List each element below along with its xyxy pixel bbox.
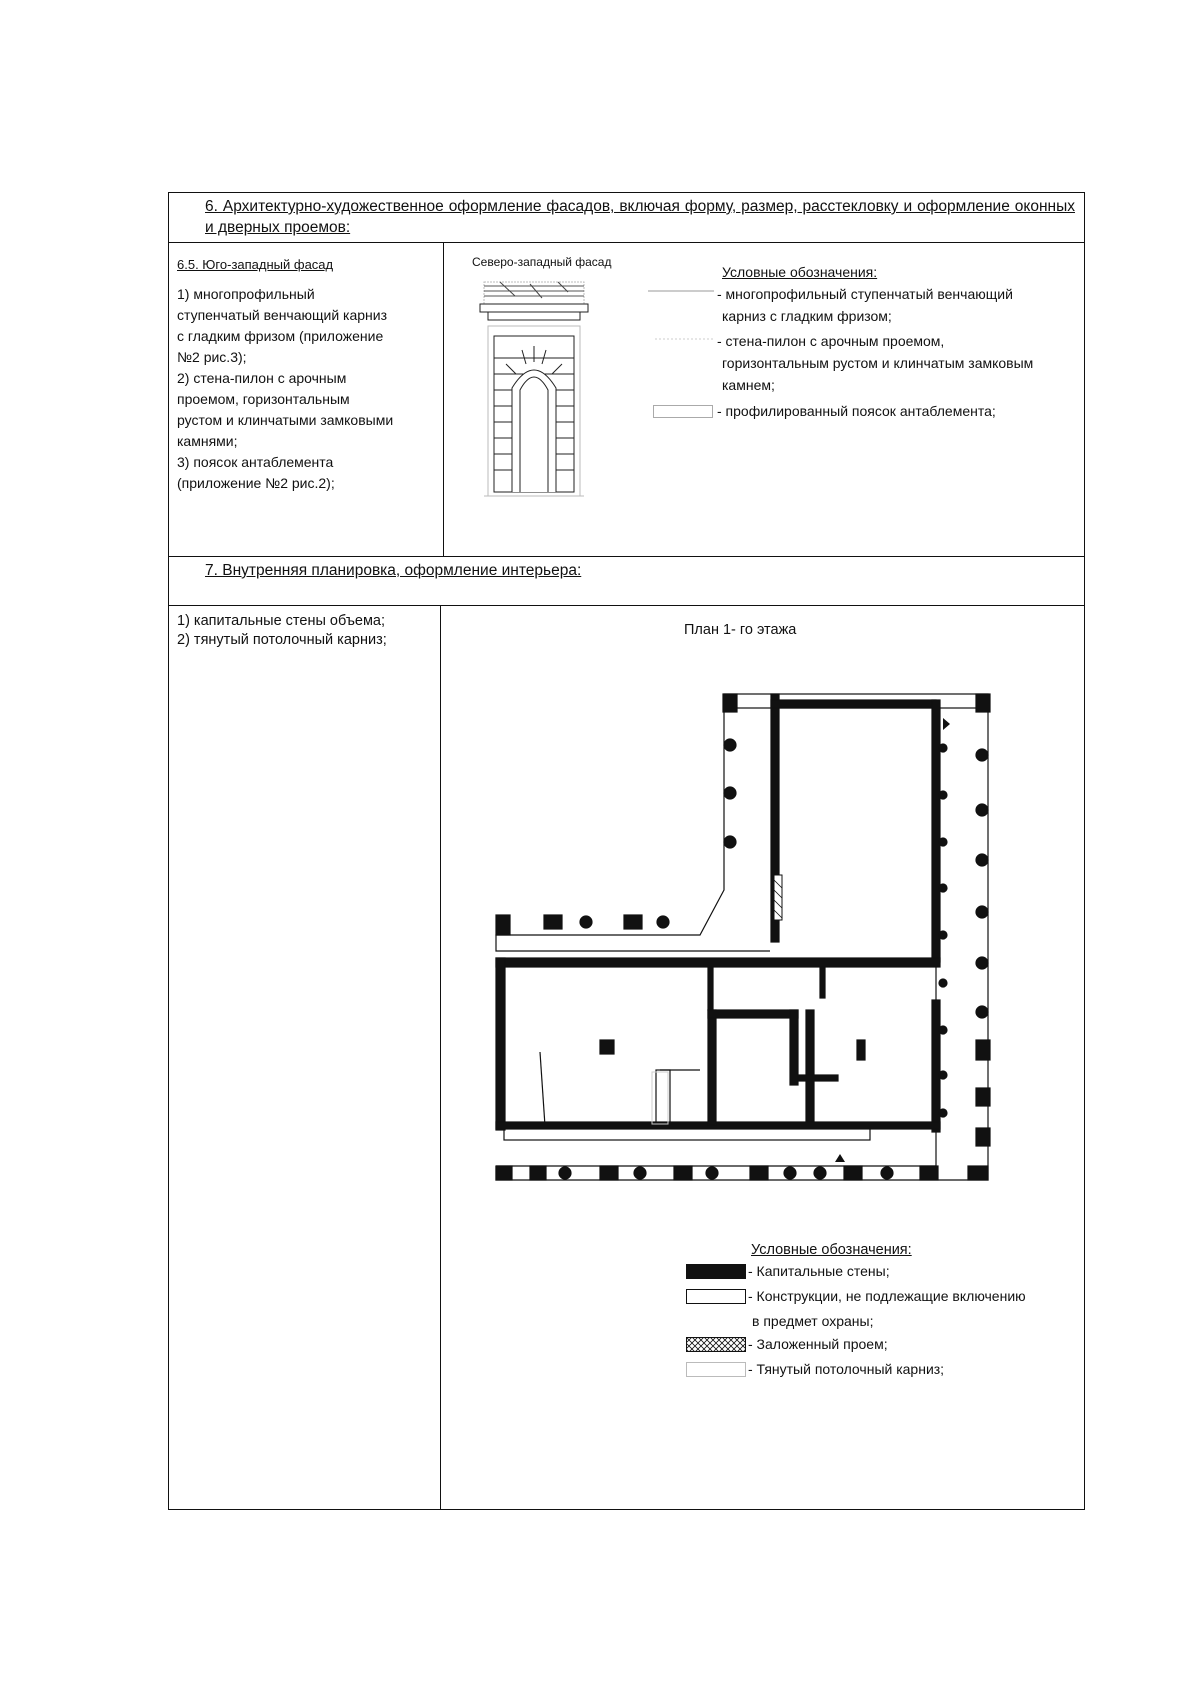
facade-item: №2 рис.3); (177, 349, 247, 365)
interior-item: 1) капитальные стены объема; (177, 613, 386, 629)
facade-legend-title: Условные обозначения: (722, 264, 878, 280)
facade-legend-1: - многопрофильный ступенчатый венчающий (717, 286, 1013, 302)
facade-item: камнями; (177, 433, 238, 449)
plan-legend-2b: в предмет охраны; (752, 1313, 874, 1329)
plan-legend-3: - Заложенный проем; (748, 1336, 888, 1352)
legend-swatch-cornice (686, 1362, 746, 1377)
facade-legend-3: - профилированный поясок антаблемента; (717, 403, 996, 419)
facade-heading: 6.5. Юго-западный фасад (177, 257, 334, 272)
facade-legend-2: - стена-пилон с арочным проемом, (717, 333, 945, 349)
section7-title: 7. Внутренняя планировка, оформление интерьера: (205, 562, 582, 579)
row-divider-3 (168, 605, 1085, 606)
facade-item: 1) многопрофильный (177, 286, 315, 302)
plan-legend-title: Условные обозначения: (751, 1242, 912, 1258)
facade-item: с гладким фризом (приложение (177, 328, 384, 344)
facade-item: 2) стена-пилон с арочным (177, 370, 347, 386)
legend-swatch-capital-walls (686, 1264, 746, 1279)
section6-title: 6. Архитектурно-художественное оформление фасадов, включая форму, размер, расстекловку и оформление оконных и дверных проемов: (205, 198, 1075, 236)
interior-item: 2) тянутый потолочный карниз; (177, 632, 387, 648)
row-divider-2 (168, 556, 1085, 557)
plan-legend-1: - Капитальные стены; (748, 1263, 890, 1279)
facade-drawing-caption: Северо-западный фасад (472, 255, 612, 269)
facade-items (177, 284, 393, 494)
facade-legend-1b: карниз с гладким фризом; (722, 308, 892, 324)
facade-legend-2b: горизонтальным рустом и клинчатым замковым (722, 355, 1034, 371)
facade-legend-2c: камнем; (722, 377, 775, 393)
facade-item: рустом и клинчатыми замковыми (177, 412, 394, 428)
legend-swatch-nonprotected (686, 1289, 746, 1304)
row-divider-1 (168, 242, 1085, 243)
legend-swatch-belt (653, 405, 713, 418)
legend-swatch-blocked-opening (686, 1337, 746, 1352)
plan-legend-2: - Конструкции, не подлежащие включению (748, 1288, 1026, 1304)
legend-line-pylon (655, 336, 715, 342)
legend-line-cornice (648, 288, 714, 294)
facade-drawing (470, 278, 600, 500)
col-divider-2 (440, 605, 441, 1510)
plan-caption: План 1- го этажа (684, 622, 797, 638)
facade-item: ступенчатый венчающий карниз (177, 307, 388, 323)
floor-plan (490, 690, 1000, 1190)
col-divider-1 (443, 242, 444, 556)
plan-legend-4: - Тянутый потолочный карниз; (748, 1361, 945, 1377)
facade-item: проемом, горизонтальным (177, 391, 350, 407)
facade-item: 3) поясок антаблемента (177, 454, 334, 470)
facade-item: (приложение №2 рис.2); (177, 475, 335, 491)
